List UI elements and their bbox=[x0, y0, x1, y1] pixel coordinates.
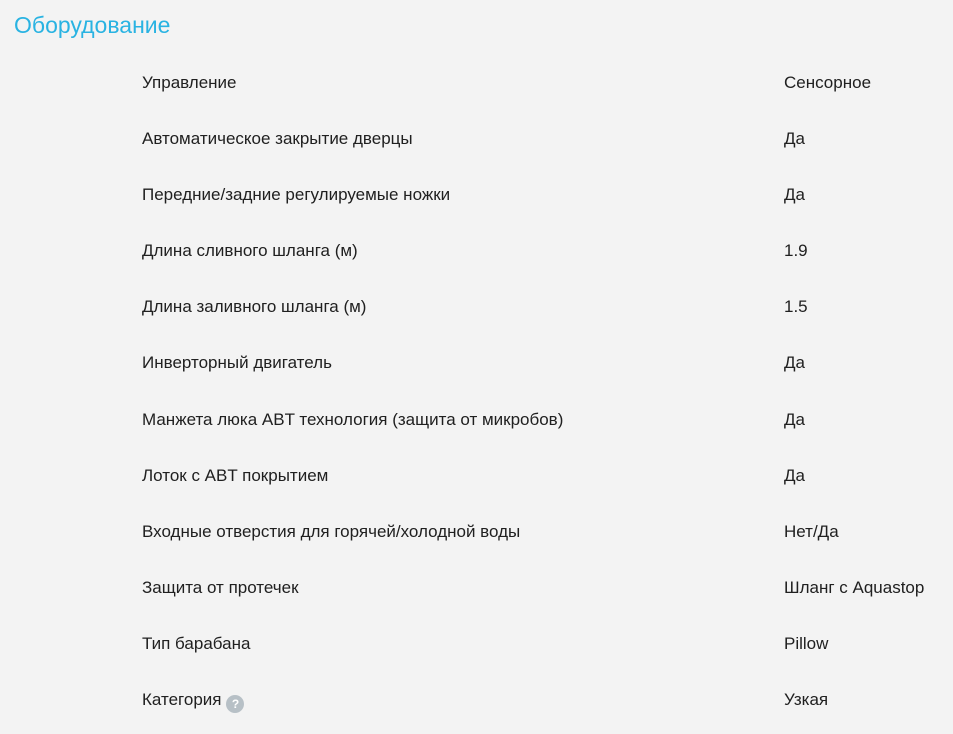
spec-value: Pillow bbox=[784, 633, 829, 653]
spec-label-with-help bbox=[142, 687, 244, 713]
spec-label: Лоток с ABT покрытием bbox=[142, 465, 329, 485]
spec-value: Да bbox=[784, 185, 805, 205]
spec-value: Да bbox=[784, 409, 805, 429]
spec-label-text: Категория bbox=[142, 690, 222, 710]
section-title: Оборудование bbox=[14, 12, 171, 38]
spec-label: Защита от протечек bbox=[142, 577, 299, 597]
spec-value: Сенсорное bbox=[784, 73, 872, 92]
spec-label: Инверторный двигатель bbox=[142, 353, 332, 373]
spec-label: Длина заливного шланга (м) bbox=[142, 297, 367, 317]
question-mark-icon[interactable]: ? bbox=[226, 695, 244, 713]
spec-label: Передние/задние регулируемые ножки bbox=[142, 185, 451, 205]
spec-list bbox=[0, 56, 953, 729]
spec-value: Да bbox=[784, 129, 805, 149]
spec-row-door-gasket-abt bbox=[0, 393, 953, 449]
spec-value: 1.9 bbox=[784, 241, 808, 261]
spec-value: Узкая bbox=[784, 690, 829, 710]
spec-row-drum-type bbox=[0, 617, 953, 673]
spec-row-adjustable-feet bbox=[0, 168, 953, 224]
spec-label: Манжета люка ABT технология (защита от микробов) bbox=[142, 409, 564, 429]
spec-label: Автоматическое закрытие дверцы bbox=[142, 129, 413, 149]
spec-row-inverter-motor bbox=[0, 336, 953, 392]
spec-row-inlet-hose-length bbox=[0, 280, 953, 336]
spec-row-control bbox=[0, 56, 953, 112]
spec-label: Тип барабана bbox=[142, 633, 251, 653]
spec-label: Длина сливного шланга (м) bbox=[142, 241, 358, 261]
spec-value: Да bbox=[784, 353, 805, 373]
spec-value: Да bbox=[784, 465, 805, 485]
spec-row-category bbox=[0, 673, 953, 729]
spec-row-auto-door-close bbox=[0, 112, 953, 168]
spec-row-water-inlets bbox=[0, 505, 953, 561]
spec-label: Управление bbox=[142, 73, 237, 92]
spec-row-abt-tray bbox=[0, 449, 953, 505]
spec-label: Входные отверстия для горячей/холодной воды bbox=[142, 521, 521, 541]
spec-row-leak-protection bbox=[0, 561, 953, 617]
spec-value: 1.5 bbox=[784, 297, 808, 317]
spec-value: Нет/Да bbox=[784, 521, 839, 541]
spec-value: Шланг с Aquastop bbox=[784, 577, 925, 597]
spec-row-drain-hose-length bbox=[0, 224, 953, 280]
